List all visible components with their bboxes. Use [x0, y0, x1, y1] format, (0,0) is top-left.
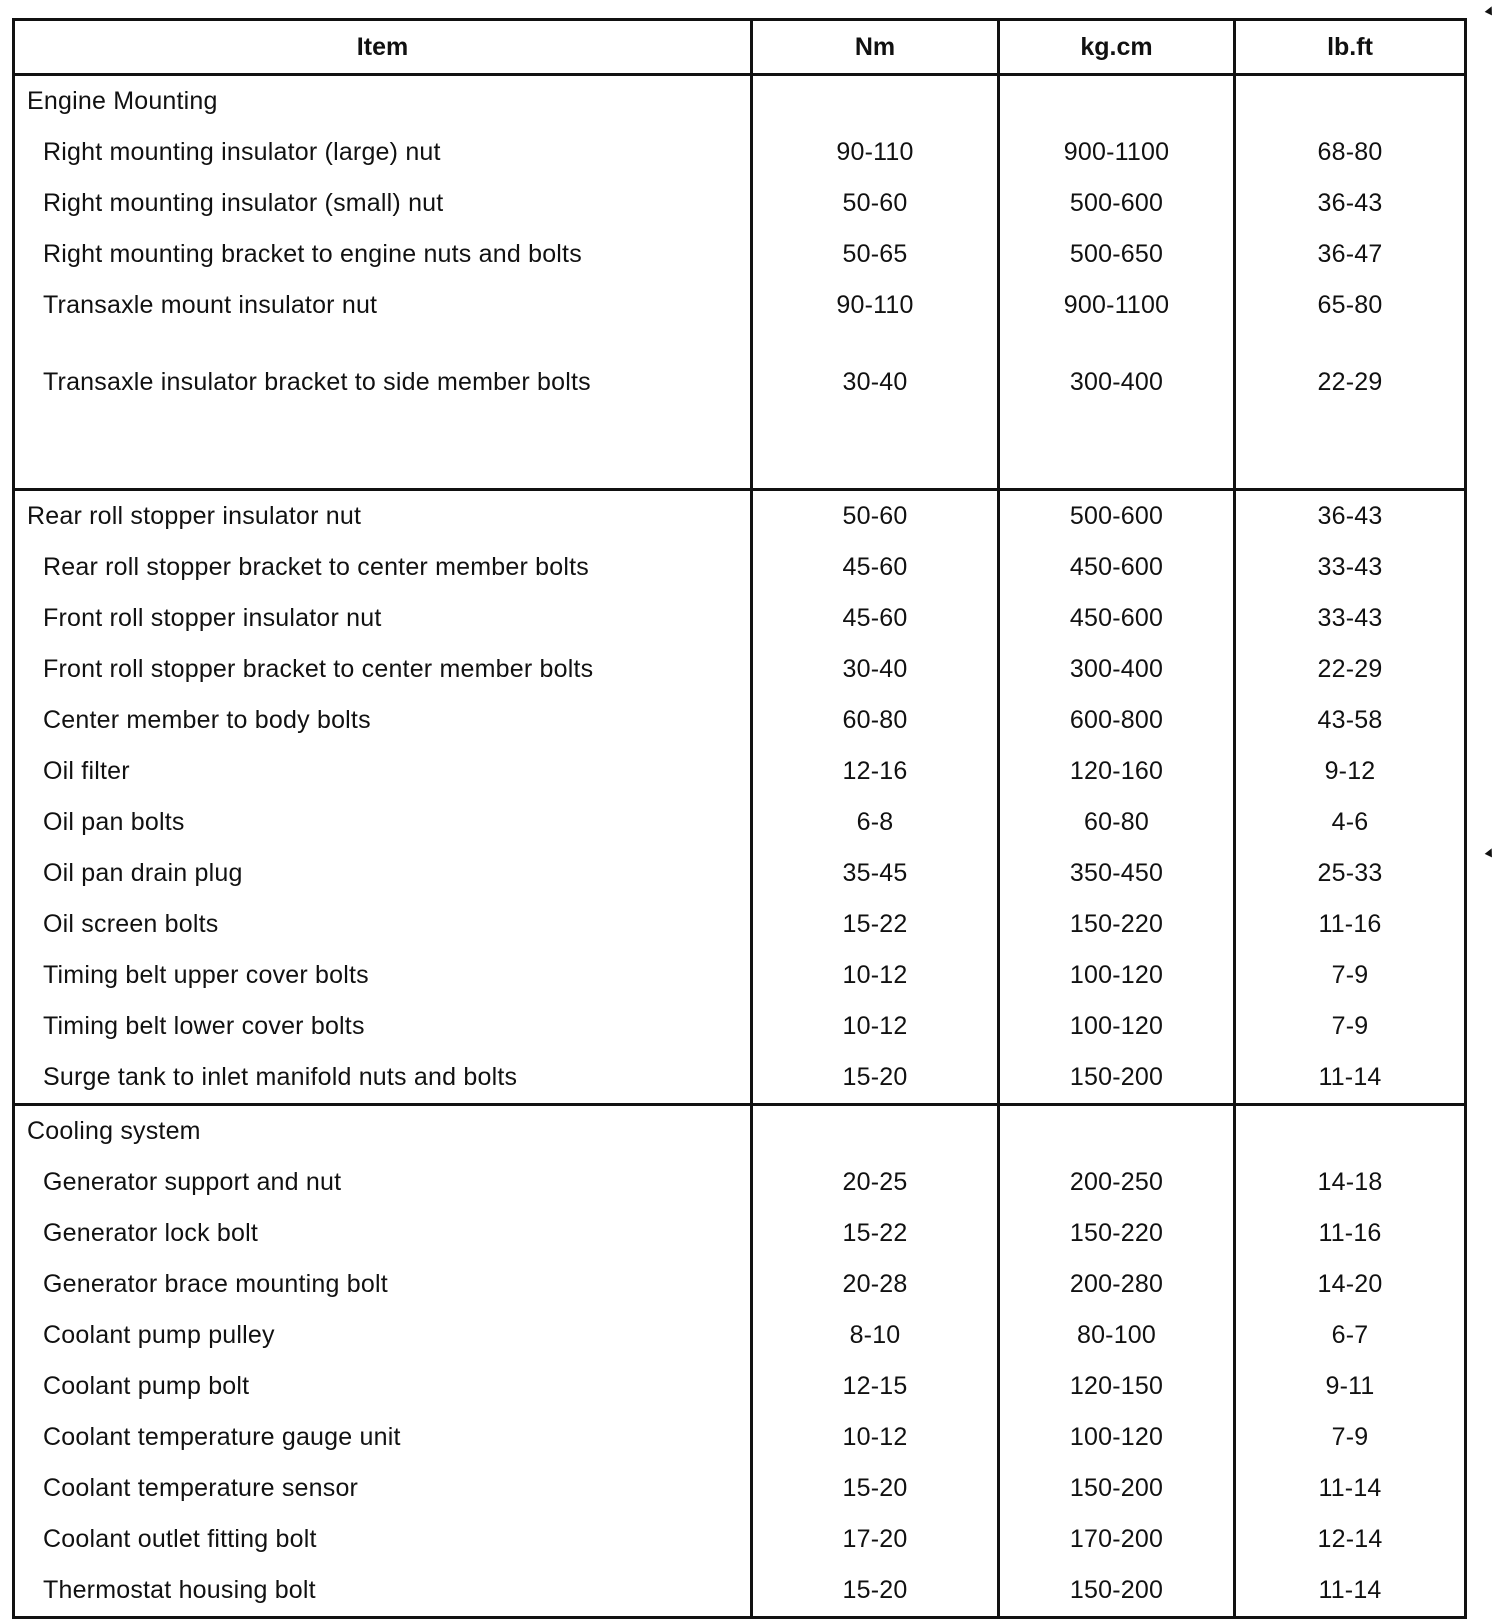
nm-cell: 12-15 — [752, 1361, 999, 1412]
kg-cm-cell: 200-280 — [999, 1259, 1235, 1310]
item-cell: Right mounting insulator (large) nut — [14, 127, 752, 178]
spacer-row — [14, 331, 1466, 357]
table-row — [14, 695, 1466, 746]
lb-ft-cell: 65-80 — [1235, 280, 1466, 331]
lb-ft-cell: 43-58 — [1235, 695, 1466, 746]
item-cell: Coolant temperature gauge unit — [14, 1412, 752, 1463]
section-engine-mounting — [14, 75, 1466, 490]
scan-mark-top — [1485, 5, 1496, 16]
lb-ft-cell: 7-9 — [1235, 1412, 1466, 1463]
table-row — [14, 1514, 1466, 1565]
lb-ft-cell: 68-80 — [1235, 127, 1466, 178]
lb-ft-cell: 14-18 — [1235, 1157, 1466, 1208]
table-row — [14, 542, 1466, 593]
nm-cell: 60-80 — [752, 695, 999, 746]
lb-ft-cell: 11-14 — [1235, 1565, 1466, 1618]
item-cell: Generator brace mounting bolt — [14, 1259, 752, 1310]
table-row — [14, 1412, 1466, 1463]
section-title: Cooling system — [14, 1105, 752, 1158]
table-row — [14, 899, 1466, 950]
table-row — [14, 797, 1466, 848]
item-cell: Center member to body bolts — [14, 695, 752, 746]
item-cell: Coolant pump bolt — [14, 1361, 752, 1412]
table-row — [14, 1310, 1466, 1361]
item-cell: Coolant pump pulley — [14, 1310, 752, 1361]
lb-ft-cell: 33-43 — [1235, 593, 1466, 644]
item-cell: Thermostat housing bolt — [14, 1565, 752, 1618]
item-cell: Surge tank to inlet manifold nuts and bolts — [14, 1052, 752, 1105]
nm-cell: 15-20 — [752, 1565, 999, 1618]
nm-cell: 8-10 — [752, 1310, 999, 1361]
table-row — [14, 1052, 1466, 1105]
section-roll-stopper — [14, 490, 1466, 1105]
nm-cell: 50-65 — [752, 229, 999, 280]
lb-ft-cell: 11-14 — [1235, 1052, 1466, 1105]
item-cell: Transaxle mount insulator nut — [14, 280, 752, 331]
section-cooling-system — [14, 1105, 1466, 1618]
kg-cm-cell: 500-650 — [999, 229, 1235, 280]
lb-ft-cell: 36-43 — [1235, 178, 1466, 229]
lb-ft-cell: 12-14 — [1235, 1514, 1466, 1565]
nm-cell: 12-16 — [752, 746, 999, 797]
item-cell: Rear roll stopper insulator nut — [14, 490, 752, 543]
table-header — [14, 20, 1466, 75]
lb-ft-cell: 22-29 — [1235, 644, 1466, 695]
nm-cell: 50-60 — [752, 490, 999, 543]
item-cell: Coolant outlet fitting bolt — [14, 1514, 752, 1565]
header-item: Item — [14, 20, 752, 75]
kg-cm-cell: 300-400 — [999, 644, 1235, 695]
table-row — [14, 1361, 1466, 1412]
kg-cm-cell: 900-1100 — [999, 127, 1235, 178]
nm-cell: 35-45 — [752, 848, 999, 899]
nm-cell: 15-20 — [752, 1052, 999, 1105]
item-cell: Oil screen bolts — [14, 899, 752, 950]
item-cell: Front roll stopper bracket to center member bolts — [14, 644, 752, 695]
section-title: Engine Mounting — [14, 75, 752, 128]
table-row — [14, 280, 1466, 331]
lb-ft-cell: 14-20 — [1235, 1259, 1466, 1310]
table-row — [14, 1208, 1466, 1259]
kg-cm-cell: 150-220 — [999, 1208, 1235, 1259]
item-cell: Right mounting bracket to engine nuts and bolts — [14, 229, 752, 280]
lb-ft-cell: 11-16 — [1235, 899, 1466, 950]
nm-cell: 10-12 — [752, 950, 999, 1001]
table-row — [14, 1157, 1466, 1208]
table-row — [14, 746, 1466, 797]
kg-cm-cell: 120-160 — [999, 746, 1235, 797]
torque-spec-page — [12, 18, 1464, 1619]
kg-cm-cell: 120-150 — [999, 1361, 1235, 1412]
kg-cm-cell: 500-600 — [999, 490, 1235, 543]
lb-ft-cell: 22-29 — [1235, 357, 1466, 408]
item-cell: Oil filter — [14, 746, 752, 797]
lb-ft-cell: 9-12 — [1235, 746, 1466, 797]
nm-cell: 45-60 — [752, 542, 999, 593]
kg-cm-cell: 80-100 — [999, 1310, 1235, 1361]
torque-spec-table — [12, 18, 1467, 1619]
header-nm: Nm — [752, 20, 999, 75]
lb-ft-cell: 36-43 — [1235, 490, 1466, 543]
kg-cm-cell: 150-200 — [999, 1052, 1235, 1105]
nm-cell: 90-110 — [752, 127, 999, 178]
nm-cell: 15-20 — [752, 1463, 999, 1514]
nm-cell: 6-8 — [752, 797, 999, 848]
nm-cell: 45-60 — [752, 593, 999, 644]
kg-cm-cell: 900-1100 — [999, 280, 1235, 331]
nm-cell: 30-40 — [752, 357, 999, 408]
kg-cm-cell: 600-800 — [999, 695, 1235, 746]
nm-cell: 20-28 — [752, 1259, 999, 1310]
nm-cell: 90-110 — [752, 280, 999, 331]
table-row — [14, 950, 1466, 1001]
table-row — [14, 1001, 1466, 1052]
nm-cell: 20-25 — [752, 1157, 999, 1208]
lb-ft-cell: 7-9 — [1235, 1001, 1466, 1052]
nm-cell: 17-20 — [752, 1514, 999, 1565]
item-cell: Right mounting insulator (small) nut — [14, 178, 752, 229]
table-row — [14, 848, 1466, 899]
header-lb-ft: lb.ft — [1235, 20, 1466, 75]
item-cell: Oil pan bolts — [14, 797, 752, 848]
nm-cell: 10-12 — [752, 1001, 999, 1052]
nm-cell: 15-22 — [752, 1208, 999, 1259]
table-row — [14, 127, 1466, 178]
table-row — [14, 229, 1466, 280]
kg-cm-cell: 450-600 — [999, 593, 1235, 644]
lb-ft-cell: 11-16 — [1235, 1208, 1466, 1259]
lb-ft-cell: 4-6 — [1235, 797, 1466, 848]
kg-cm-cell: 100-120 — [999, 1001, 1235, 1052]
kg-cm-cell: 450-600 — [999, 542, 1235, 593]
scan-mark-middle — [1485, 847, 1496, 858]
table-row — [14, 490, 1466, 543]
lb-ft-cell: 11-14 — [1235, 1463, 1466, 1514]
item-cell: Generator lock bolt — [14, 1208, 752, 1259]
nm-cell: 30-40 — [752, 644, 999, 695]
kg-cm-cell: 200-250 — [999, 1157, 1235, 1208]
item-cell: Front roll stopper insulator nut — [14, 593, 752, 644]
item-cell: Timing belt lower cover bolts — [14, 1001, 752, 1052]
lb-ft-cell: 7-9 — [1235, 950, 1466, 1001]
table-row — [14, 644, 1466, 695]
kg-cm-cell: 150-200 — [999, 1463, 1235, 1514]
table-row — [14, 1259, 1466, 1310]
item-cell: Rear roll stopper bracket to center member bolts — [14, 542, 752, 593]
lb-ft-cell: 9-11 — [1235, 1361, 1466, 1412]
section-title-row — [14, 1105, 1466, 1158]
item-cell: Timing belt upper cover bolts — [14, 950, 752, 1001]
table-row — [14, 1463, 1466, 1514]
section-title-row — [14, 75, 1466, 128]
item-cell: Transaxle insulator bracket to side member bolts — [14, 357, 752, 408]
kg-cm-cell: 60-80 — [999, 797, 1235, 848]
kg-cm-cell: 150-220 — [999, 899, 1235, 950]
item-cell: Generator support and nut — [14, 1157, 752, 1208]
kg-cm-cell: 170-200 — [999, 1514, 1235, 1565]
lb-ft-cell: 25-33 — [1235, 848, 1466, 899]
table-row — [14, 178, 1466, 229]
table-row — [14, 1565, 1466, 1618]
spacer-row — [14, 408, 1466, 490]
kg-cm-cell: 350-450 — [999, 848, 1235, 899]
kg-cm-cell: 100-120 — [999, 950, 1235, 1001]
kg-cm-cell: 300-400 — [999, 357, 1235, 408]
lb-ft-cell: 33-43 — [1235, 542, 1466, 593]
nm-cell: 15-22 — [752, 899, 999, 950]
header-kg-cm: kg.cm — [999, 20, 1235, 75]
nm-cell: 10-12 — [752, 1412, 999, 1463]
lb-ft-cell: 6-7 — [1235, 1310, 1466, 1361]
table-row — [14, 357, 1466, 408]
table-row — [14, 593, 1466, 644]
lb-ft-cell: 36-47 — [1235, 229, 1466, 280]
kg-cm-cell: 150-200 — [999, 1565, 1235, 1618]
kg-cm-cell: 500-600 — [999, 178, 1235, 229]
kg-cm-cell: 100-120 — [999, 1412, 1235, 1463]
item-cell: Coolant temperature sensor — [14, 1463, 752, 1514]
item-cell: Oil pan drain plug — [14, 848, 752, 899]
nm-cell: 50-60 — [752, 178, 999, 229]
